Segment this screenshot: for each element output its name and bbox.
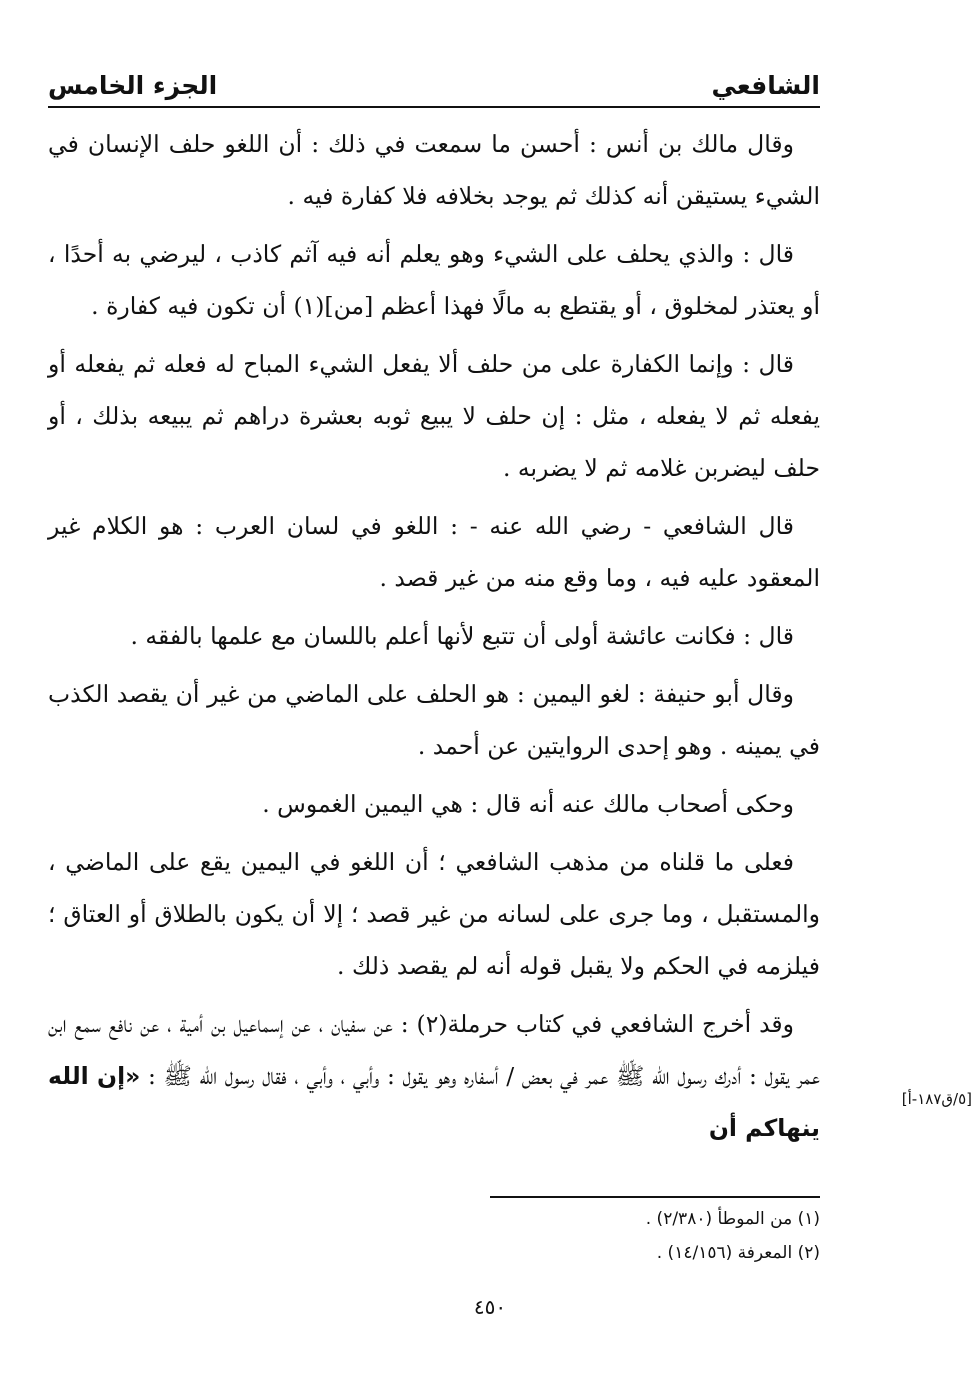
paragraph-9-bold-quote: «إن الله ينهاكم أن bbox=[48, 1062, 820, 1142]
paragraph-1: وقال مالك بن أنس : أحسن ما سمعت في ذلك : أن اللغو حلف الإنسان في الشيء يستيقن أنه كذلك ثم يوجد بخلافه فلا كفارة فيه . bbox=[48, 130, 820, 210]
paragraph-9 bbox=[48, 998, 820, 1154]
footnote-2: (٢) المعرفة (١٤/١٥٦) . bbox=[656, 1243, 820, 1263]
paragraph-9-text: وقد أخرج الشافعي في كتاب حرملة(٢) : عن سفيان ، عن إسماعيل بن أمية ، عن نافع سمع ابن عمر يقول : أدرك رسول الله ﷺ عمر في بعض / أسفاره وهو يقول : وأبي ، وأبي ، فقال رسول الله ﷺ : bbox=[48, 1010, 820, 1090]
header-volume: الجزء الخامس bbox=[48, 71, 218, 100]
footnote-1: (١) من الموطأ (٢/٣٨٠) . bbox=[645, 1209, 820, 1229]
main-text bbox=[48, 118, 820, 1160]
paragraph-3: قال : وإنما الكفارة على من حلف ألا يفعل الشيء المباح له فعله ثم يفعله أو يفعله ثم لا يفعله ، مثل : إن حلف لا يبيع ثوبه بعشرة دراهم ثم يبيعه بذلك ، أو حلف ليضربن غلامه ثم لا يضربه . bbox=[48, 350, 820, 482]
header-book-title: الشافعي bbox=[711, 71, 820, 100]
running-header bbox=[48, 50, 820, 100]
footnotes bbox=[48, 1202, 820, 1270]
paragraph-2: قال : والذي يحلف على الشيء وهو يعلم أنه فيه آثم كاذب ، ليرضي به أحدًا ، أو يعتذر لمخلوق ، أو يقتطع به مالًا فهذا أعظم [من](١) أن تكون فيه كفارة . bbox=[48, 240, 820, 320]
header-divider bbox=[48, 106, 820, 108]
manuscript-folio-marker: [٥/ق١٨٧-أ] bbox=[901, 1090, 972, 1108]
page-number: ٤٥٠ bbox=[473, 1295, 507, 1319]
paragraph-7: وحكى أصحاب مالك عنه أنه قال : هي اليمين الغموس . bbox=[262, 790, 794, 818]
footnote-divider bbox=[490, 1196, 820, 1198]
paragraph-6: وقال أبو حنيفة : لغو اليمين : هو الحلف على الماضي من غير أن يقصد الكذب في يمينه . وهو إحدى الروايتين عن أحمد . bbox=[48, 680, 820, 760]
paragraph-5: قال : فكانت عائشة أولى أن تتبع لأنها أعلم باللسان مع علمها بالفقه . bbox=[130, 622, 794, 650]
paragraph-8: فعلى ما قلناه من مذهب الشافعي ؛ أن اللغو في اليمين يقع على الماضي ، والمستقبل ، وما جرى على لسانه من غير قصد ؛ إلا أن يكون بالطلاق أو العتاق ؛ فيلزمه في الحكم ولا يقبل قوله أنه لم يقصد ذلك . bbox=[48, 848, 820, 980]
paragraph-4: قال الشافعي - رضي الله عنه - : اللغو في لسان العرب : هو الكلام غير المعقود عليه فيه ، وما وقع منه من غير قصد . bbox=[48, 512, 820, 592]
